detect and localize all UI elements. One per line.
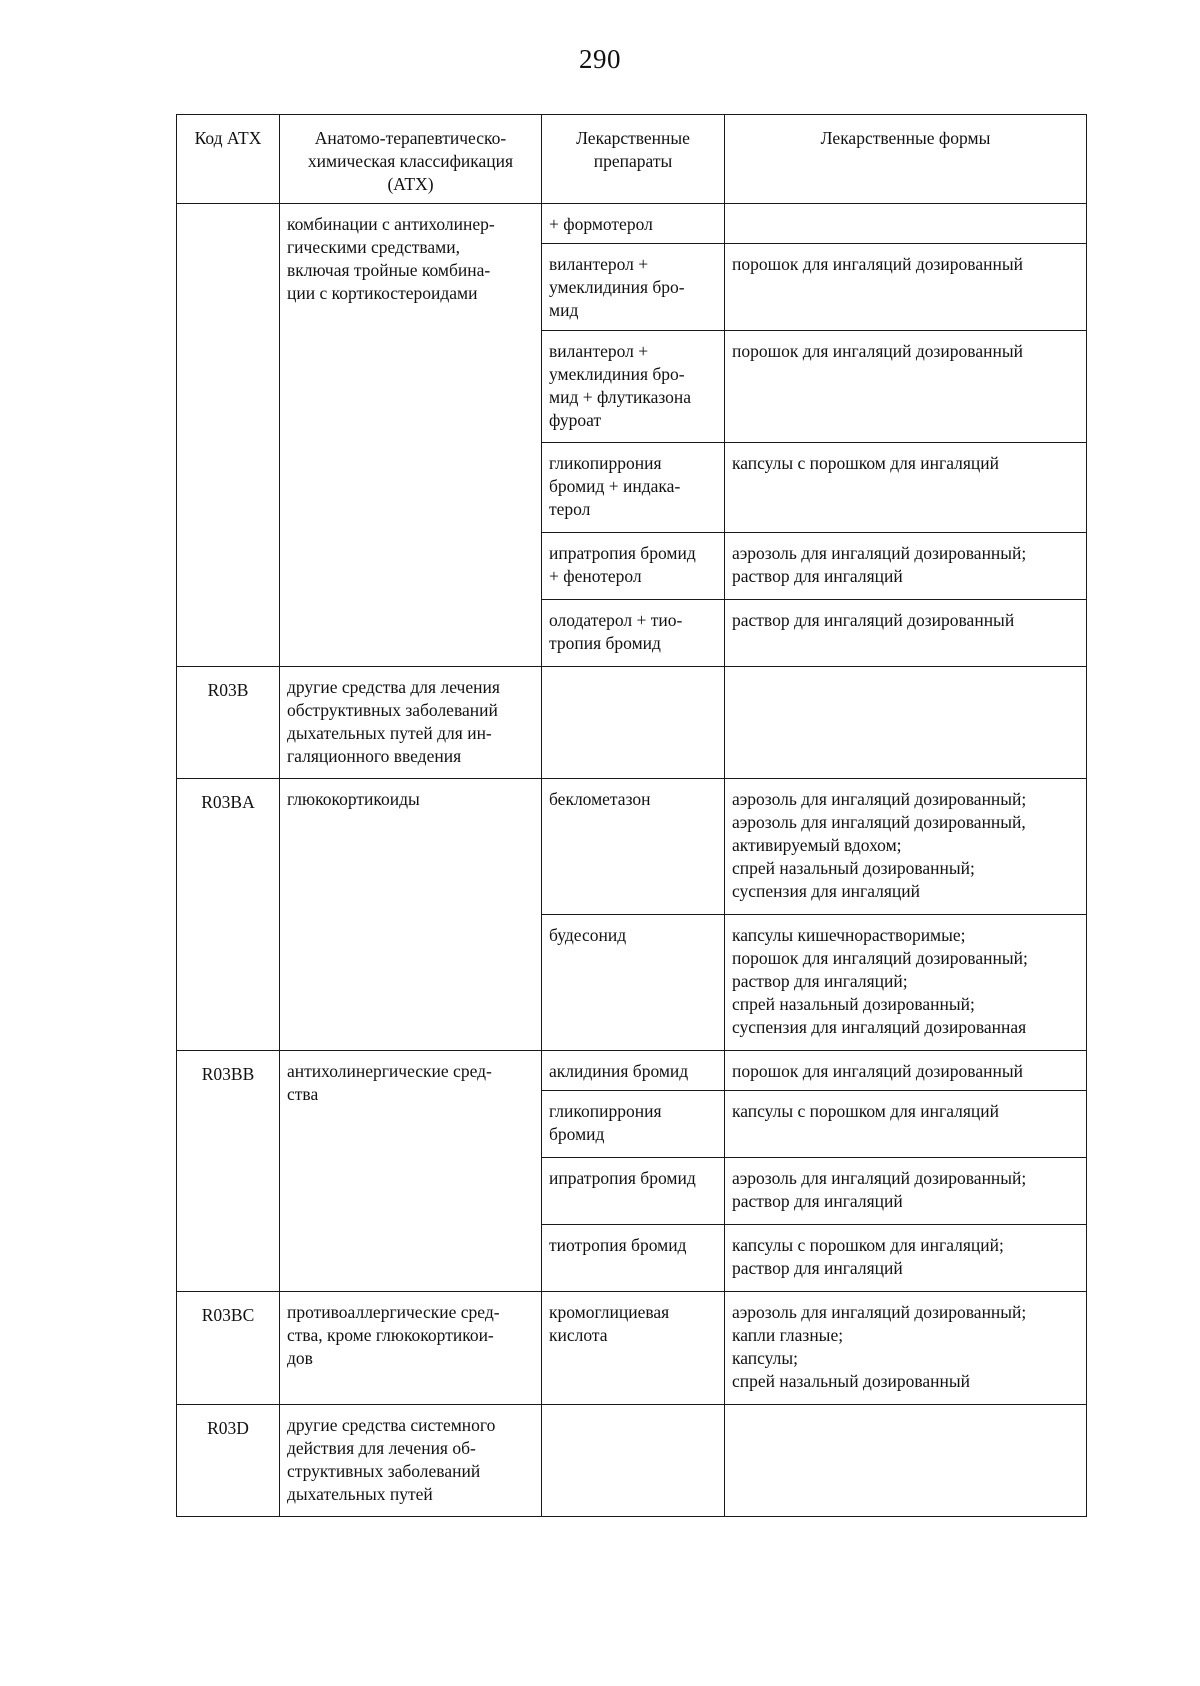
drug-cell [542, 667, 725, 779]
form-cell: капсулы кишечнорастворимые; порошок для ингаляций дозированный; раствор для ингаляций; спрей назальный дозированный; суспензия для ингаляций дозированная [725, 915, 1087, 1051]
code-cell: R03B [177, 667, 280, 779]
form-cell: капсулы с порошком для ингаляций; раствор для ингаляций [725, 1225, 1087, 1292]
form-cell: аэрозоль для ингаляций дозированный; капли глазные; капсулы; спрей назальный дозированный [725, 1292, 1087, 1405]
code-cell: R03BB [177, 1051, 280, 1292]
code-cell: R03BC [177, 1292, 280, 1405]
drug-cell: кромоглициевая кислота [542, 1292, 725, 1405]
drug-cell: вилантерол + умеклидиния бро- мид [542, 244, 725, 331]
header-classification: Анатомо-терапевтическо- химическая классификация (АТХ) [280, 115, 542, 204]
classification-cell: комбинации с антихолинер- гическими средствами, включая тройные комбина- ции с кортикостероидами [280, 204, 542, 667]
drug-cell [542, 1405, 725, 1517]
header-code: Код АТХ [177, 115, 280, 204]
code-cell [177, 204, 280, 667]
table-row [177, 667, 1087, 779]
table-header-row [177, 115, 1087, 204]
form-cell: аэрозоль для ингаляций дозированный; аэрозоль для ингаляций дозированный, активируемый вдохом; спрей назальный дозированный; суспензия для ингаляций [725, 779, 1087, 915]
form-cell: порошок для ингаляций дозированный [725, 331, 1087, 443]
classification-cell: противоаллергические сред- ства, кроме глюкокортикои- дов [280, 1292, 542, 1405]
drug-cell: ипратропия бромид [542, 1158, 725, 1225]
code-cell: R03D [177, 1405, 280, 1517]
form-cell: аэрозоль для ингаляций дозированный; раствор для ингаляций [725, 533, 1087, 600]
drug-cell: олодатерол + тио- тропия бромид [542, 600, 725, 667]
classification-cell: другие средства системного действия для лечения об- структивных заболеваний дыхательных путей [280, 1405, 542, 1517]
drug-cell: ипратропия бромид + фенотерол [542, 533, 725, 600]
drug-cell: гликопиррония бромид + индака- терол [542, 443, 725, 533]
form-cell [725, 204, 1087, 244]
table-row [177, 204, 1087, 244]
atx-classification-table [176, 114, 1087, 1517]
table-row [177, 1292, 1087, 1405]
page-number: 290 [579, 44, 621, 74]
drug-cell: вилантерол + умеклидиния бро- мид + флутиказона фуроат [542, 331, 725, 443]
form-cell: аэрозоль для ингаляций дозированный; раствор для ингаляций [725, 1158, 1087, 1225]
table-row [177, 779, 1087, 915]
drug-cell: будесонид [542, 915, 725, 1051]
form-cell: порошок для ингаляций дозированный [725, 1051, 1087, 1091]
form-cell: капсулы с порошком для ингаляций [725, 1091, 1087, 1158]
form-cell: капсулы с порошком для ингаляций [725, 443, 1087, 533]
form-cell [725, 1405, 1087, 1517]
form-cell: порошок для ингаляций дозированный [725, 244, 1087, 331]
drug-cell: гликопиррония бромид [542, 1091, 725, 1158]
header-drugs: Лекарственные препараты [542, 115, 725, 204]
classification-cell: другие средства для лечения обструктивных заболеваний дыхательных путей для ин- галяционного введения [280, 667, 542, 779]
classification-cell: антихолинергические сред- ства [280, 1051, 542, 1292]
form-cell [725, 667, 1087, 779]
table-row [177, 1405, 1087, 1517]
classification-cell: глюкокортикоиды [280, 779, 542, 1051]
header-forms: Лекарственные формы [725, 115, 1087, 204]
drug-cell: беклометазон [542, 779, 725, 915]
table-row [177, 1051, 1087, 1091]
form-cell: раствор для ингаляций дозированный [725, 600, 1087, 667]
drug-cell: + формотерол [542, 204, 725, 244]
drug-cell: аклидиния бромид [542, 1051, 725, 1091]
drug-cell: тиотропия бромид [542, 1225, 725, 1292]
code-cell: R03BA [177, 779, 280, 1051]
